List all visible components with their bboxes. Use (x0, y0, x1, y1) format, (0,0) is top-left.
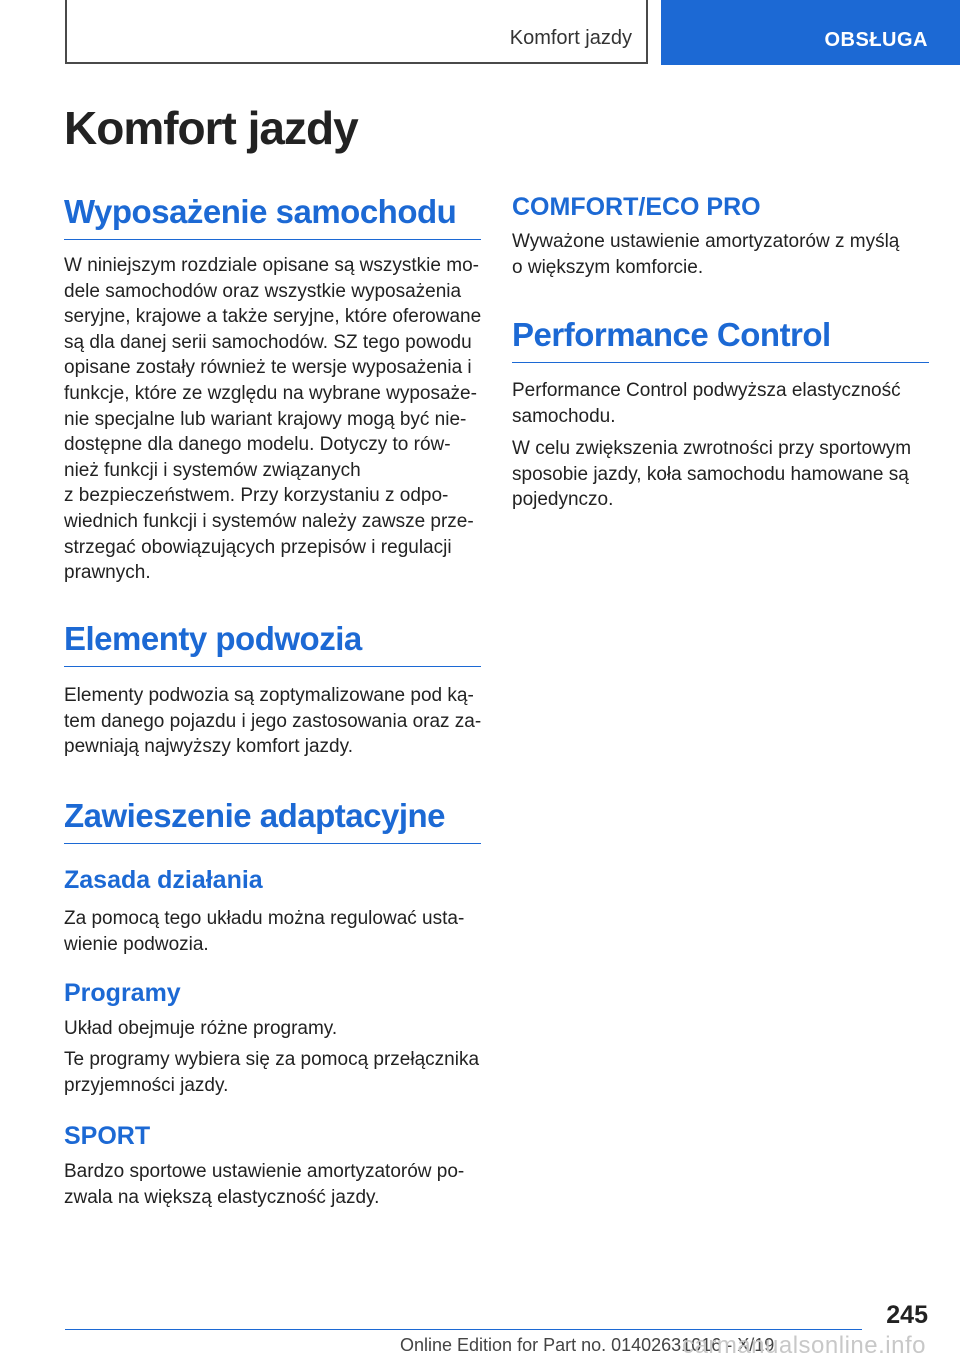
text-line: są dla danej serii samochodów. SZ tego powodu (64, 331, 472, 353)
text-line: z bezpieczeństwem. Przy korzystaniu z odpo‐ (64, 485, 449, 507)
text-line: Elementy podwozia są zoptymalizowane pod ką‐ (64, 685, 474, 706)
paragraph-sport (64, 1159, 481, 1210)
text-line: wiednich funkcji i systemów należy zawsze prze‐ (64, 510, 474, 532)
paragraph-performance-1 (512, 378, 929, 429)
paragraph-wyposazenie (64, 253, 481, 586)
text-line: pewniają najwyższy komfort jazdy. (64, 736, 353, 758)
text-line: tem danego pojazdu i jego zastosowania oraz za‐ (64, 710, 482, 732)
text-line: nież funkcji i systemów związanych (64, 459, 361, 481)
heading-zawieszenie-adaptacyjne: Zawieszenie adaptacyjne (64, 797, 481, 844)
heading-zasada-dzialania: Zasada działania (64, 866, 263, 894)
watermark: carmanualsonline.info (682, 1332, 926, 1359)
text-line: Wyważone ustawienie amortyzatorów z myślą (512, 231, 900, 252)
text-line: zwala na większą elastyczność jazdy. (64, 1186, 380, 1208)
text-line: Performance Control podwyższa elastyczność (512, 380, 901, 401)
header-section-box (65, 0, 648, 64)
text-line: nie specjalne lub wariant krajowy mogą być nie‐ (64, 408, 467, 430)
paragraph-programy-2 (64, 1047, 481, 1098)
heading-performance-control: Performance Control (512, 316, 929, 363)
text-line: dostępne dla danego modelu. Dotyczy to rów‐ (64, 434, 451, 456)
paragraph-performance-2 (512, 436, 929, 513)
paragraph-comfort (512, 229, 929, 280)
text-line: W celu zwiększenia zwrotności przy sportowym (512, 438, 912, 459)
heading-comfort-eco-pro: COMFORT/ECO PRO (512, 193, 761, 221)
text-line: Układ obejmuje różne programy. (64, 1018, 338, 1039)
text-line: sposobie jazdy, koła samochodu hamowane są (512, 463, 909, 485)
heading-elementy-podwozia: Elementy podwozia (64, 620, 481, 667)
text-line: Za pomocą tego układu można regulować usta‐ (64, 908, 465, 929)
text-line: przyjemności jazdy. (64, 1074, 229, 1096)
text-line: seryjne, krajowe a także seryjne, które oferowane (64, 306, 482, 328)
text-line: prawnych. (64, 562, 151, 584)
text-line: Bardzo sportowe ustawienie amortyzatorów po‐ (64, 1161, 465, 1182)
heading-sport: SPORT (64, 1122, 151, 1150)
text-line: W niniejszym rozdziale opisane są wszystkie mo‐ (64, 255, 479, 276)
text-line: o większym komforcie. (512, 256, 704, 278)
paragraph-programy-1 (64, 1016, 481, 1042)
header-chapter-label: OBSŁUGA (824, 29, 928, 51)
paragraph-zasada (64, 906, 481, 957)
page-number: 245 (886, 1301, 928, 1329)
text-line: Te programy wybiera się za pomocą przełącznika (64, 1049, 480, 1070)
header-chapter-tab (661, 0, 960, 65)
heading-programy: Programy (64, 979, 181, 1007)
footer-rule (65, 1329, 862, 1330)
page-title: Komfort jazdy (64, 102, 358, 154)
paragraph-elementy (64, 683, 481, 760)
text-line: wienie podwozia. (64, 933, 209, 955)
text-line: strzegać obowiązujących przepisów i regulacji (64, 536, 452, 558)
edition-line: Online Edition for Part no. 01402631016 - X/19 (400, 1335, 775, 1355)
text-line: pojedynczo. (512, 489, 614, 511)
text-line: opisane zostały również te wersje wyposażenia i (64, 357, 472, 379)
header-section-label: Komfort jazdy (509, 27, 632, 49)
text-line: dele samochodów oraz wszystkie wyposażenia (64, 280, 462, 302)
text-line: funkcje, które ze względu na wybrane wyposaże‐ (64, 382, 477, 404)
text-line: samochodu. (512, 405, 616, 427)
heading-wyposazenie-samochodu: Wyposażenie samochodu (64, 193, 481, 240)
